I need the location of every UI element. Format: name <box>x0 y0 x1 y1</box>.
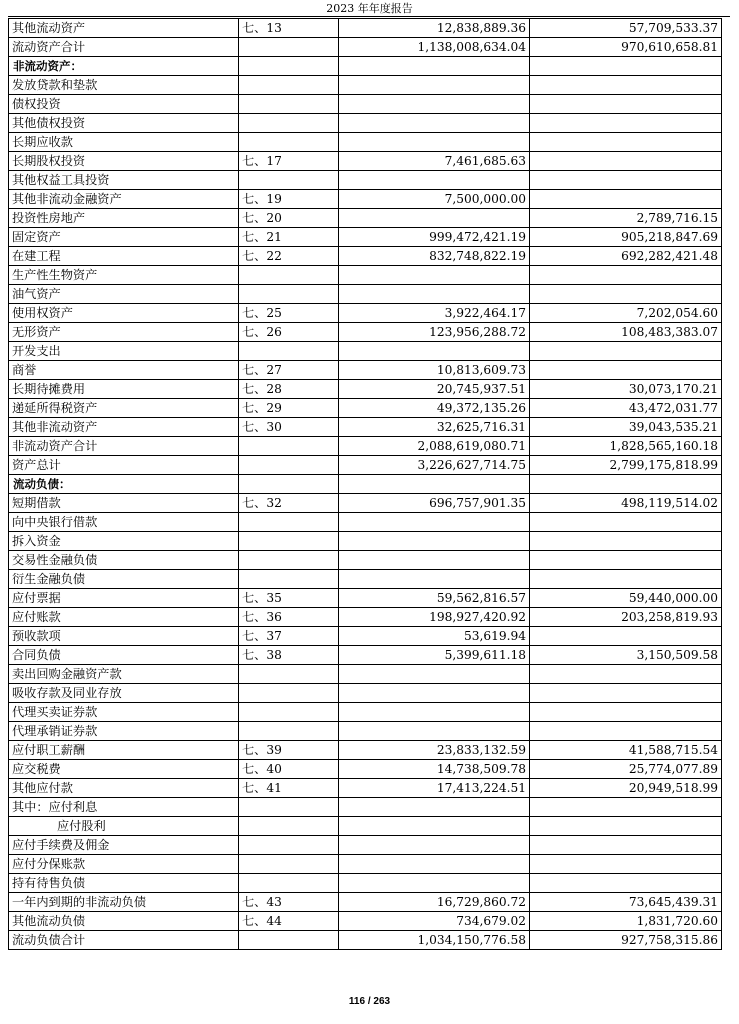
row-note-ref <box>239 475 339 494</box>
row-item-name: 衍生金融负债 <box>9 570 239 589</box>
table-row <box>9 779 722 798</box>
row-current-period-value: 832,748,822.19 <box>339 247 530 266</box>
row-current-period-value: 734,679.02 <box>339 912 530 931</box>
table-row <box>9 836 722 855</box>
row-note-ref: 七、20 <box>239 209 339 228</box>
row-current-period-value: 7,461,685.63 <box>339 152 530 171</box>
row-current-period-value <box>339 57 530 76</box>
row-prior-period-value <box>530 722 722 741</box>
row-current-period-value <box>339 475 530 494</box>
row-note-ref: 七、36 <box>239 608 339 627</box>
row-note-ref <box>239 836 339 855</box>
row-current-period-value: 49,372,135.26 <box>339 399 530 418</box>
row-prior-period-value <box>530 152 722 171</box>
table-row <box>9 399 722 418</box>
table-row <box>9 323 722 342</box>
row-item-name: 应付股利 <box>9 817 239 836</box>
table-row <box>9 931 722 950</box>
row-item-name: 非流动资产合计 <box>9 437 239 456</box>
row-note-ref <box>239 456 339 475</box>
row-note-ref: 七、30 <box>239 418 339 437</box>
row-current-period-value: 696,757,901.35 <box>339 494 530 513</box>
row-current-period-value <box>339 684 530 703</box>
row-item-name: 一年内到期的非流动负债 <box>9 893 239 912</box>
row-note-ref: 七、28 <box>239 380 339 399</box>
row-note-ref: 七、29 <box>239 399 339 418</box>
row-item-name: 非流动资产： <box>9 57 239 76</box>
row-current-period-value: 23,833,132.59 <box>339 741 530 760</box>
row-prior-period-value <box>530 684 722 703</box>
row-item-name: 债权投资 <box>9 95 239 114</box>
table-row <box>9 741 722 760</box>
row-item-name: 向中央银行借款 <box>9 513 239 532</box>
row-item-name: 应付职工薪酬 <box>9 741 239 760</box>
row-prior-period-value: 2,799,175,818.99 <box>530 456 722 475</box>
row-item-name: 其中：应付利息 <box>9 798 239 817</box>
table-row <box>9 760 722 779</box>
balance-sheet-body <box>9 19 722 950</box>
table-row <box>9 722 722 741</box>
row-note-ref <box>239 532 339 551</box>
row-current-period-value <box>339 703 530 722</box>
row-current-period-value <box>339 817 530 836</box>
row-item-name: 商誉 <box>9 361 239 380</box>
table-row <box>9 190 722 209</box>
row-current-period-value: 53,619.94 <box>339 627 530 646</box>
row-prior-period-value: 7,202,054.60 <box>530 304 722 323</box>
row-current-period-value: 59,562,816.57 <box>339 589 530 608</box>
row-note-ref: 七、13 <box>239 19 339 38</box>
table-row <box>9 684 722 703</box>
row-current-period-value <box>339 665 530 684</box>
row-note-ref: 七、32 <box>239 494 339 513</box>
row-prior-period-value <box>530 665 722 684</box>
row-prior-period-value: 59,440,000.00 <box>530 589 722 608</box>
row-item-name: 应付账款 <box>9 608 239 627</box>
table-row <box>9 152 722 171</box>
row-item-name: 持有待售负债 <box>9 874 239 893</box>
table-row <box>9 209 722 228</box>
table-row <box>9 95 722 114</box>
row-current-period-value <box>339 285 530 304</box>
row-current-period-value <box>339 342 530 361</box>
row-current-period-value: 20,745,937.51 <box>339 380 530 399</box>
page-number: 116 / 263 <box>348 996 391 1007</box>
row-note-ref: 七、26 <box>239 323 339 342</box>
row-current-period-value: 3,226,627,714.75 <box>339 456 530 475</box>
row-item-name: 其他流动负债 <box>9 912 239 931</box>
row-item-name: 资产总计 <box>9 456 239 475</box>
row-prior-period-value <box>530 798 722 817</box>
row-note-ref: 七、38 <box>239 646 339 665</box>
row-current-period-value: 5,399,611.18 <box>339 646 530 665</box>
table-row <box>9 57 722 76</box>
row-prior-period-value: 970,610,658.81 <box>530 38 722 57</box>
row-prior-period-value: 498,119,514.02 <box>530 494 722 513</box>
row-note-ref: 七、35 <box>239 589 339 608</box>
row-note-ref <box>239 171 339 190</box>
row-current-period-value: 999,472,421.19 <box>339 228 530 247</box>
row-prior-period-value: 1,831,720.60 <box>530 912 722 931</box>
row-item-name: 开发支出 <box>9 342 239 361</box>
row-item-name: 合同负债 <box>9 646 239 665</box>
row-prior-period-value <box>530 266 722 285</box>
row-note-ref <box>239 76 339 95</box>
row-prior-period-value <box>530 171 722 190</box>
table-row <box>9 285 722 304</box>
table-row <box>9 418 722 437</box>
row-item-name: 固定资产 <box>9 228 239 247</box>
table-row <box>9 133 722 152</box>
row-current-period-value <box>339 570 530 589</box>
table-row <box>9 171 722 190</box>
row-note-ref <box>239 266 339 285</box>
row-current-period-value <box>339 133 530 152</box>
row-item-name: 流动负债： <box>9 475 239 494</box>
row-item-name: 长期股权投资 <box>9 152 239 171</box>
table-row <box>9 494 722 513</box>
row-prior-period-value <box>530 532 722 551</box>
row-prior-period-value: 73,645,439.31 <box>530 893 722 912</box>
row-note-ref: 七、25 <box>239 304 339 323</box>
report-header-title: 2023 年年度报告 <box>326 2 413 15</box>
row-prior-period-value <box>530 95 722 114</box>
table-row <box>9 456 722 475</box>
row-item-name: 应付手续费及佣金 <box>9 836 239 855</box>
row-current-period-value <box>339 95 530 114</box>
row-note-ref: 七、37 <box>239 627 339 646</box>
row-prior-period-value: 20,949,518.99 <box>530 779 722 798</box>
row-current-period-value: 32,625,716.31 <box>339 418 530 437</box>
row-current-period-value <box>339 836 530 855</box>
row-prior-period-value: 108,483,383.07 <box>530 323 722 342</box>
row-note-ref <box>239 551 339 570</box>
row-current-period-value: 14,738,509.78 <box>339 760 530 779</box>
row-prior-period-value <box>530 513 722 532</box>
row-item-name: 其他流动资产 <box>9 19 239 38</box>
row-note-ref <box>239 570 339 589</box>
row-prior-period-value <box>530 114 722 133</box>
row-note-ref <box>239 798 339 817</box>
row-note-ref: 七、22 <box>239 247 339 266</box>
row-prior-period-value: 203,258,819.93 <box>530 608 722 627</box>
row-prior-period-value <box>530 285 722 304</box>
row-prior-period-value <box>530 855 722 874</box>
row-item-name: 其他应付款 <box>9 779 239 798</box>
table-row <box>9 114 722 133</box>
row-prior-period-value <box>530 475 722 494</box>
row-prior-period-value: 692,282,421.48 <box>530 247 722 266</box>
row-prior-period-value <box>530 190 722 209</box>
table-row <box>9 513 722 532</box>
row-note-ref: 七、41 <box>239 779 339 798</box>
row-current-period-value <box>339 798 530 817</box>
row-note-ref <box>239 342 339 361</box>
row-item-name: 生产性生物资产 <box>9 266 239 285</box>
table-row <box>9 228 722 247</box>
row-item-name: 预收款项 <box>9 627 239 646</box>
row-item-name: 长期待摊费用 <box>9 380 239 399</box>
row-current-period-value: 123,956,288.72 <box>339 323 530 342</box>
row-prior-period-value: 57,709,533.37 <box>530 19 722 38</box>
table-row <box>9 589 722 608</box>
table-row <box>9 703 722 722</box>
row-current-period-value <box>339 513 530 532</box>
row-prior-period-value: 1,828,565,160.18 <box>530 437 722 456</box>
row-item-name: 其他债权投资 <box>9 114 239 133</box>
row-current-period-value <box>339 532 530 551</box>
row-note-ref: 七、21 <box>239 228 339 247</box>
row-note-ref: 七、17 <box>239 152 339 171</box>
row-current-period-value: 3,922,464.17 <box>339 304 530 323</box>
row-note-ref <box>239 817 339 836</box>
table-row <box>9 532 722 551</box>
row-item-name: 其他非流动资产 <box>9 418 239 437</box>
row-item-name: 应付票据 <box>9 589 239 608</box>
table-row <box>9 304 722 323</box>
table-row <box>9 38 722 57</box>
row-prior-period-value: 2,789,716.15 <box>530 209 722 228</box>
row-current-period-value: 198,927,420.92 <box>339 608 530 627</box>
row-note-ref <box>239 874 339 893</box>
row-item-name: 长期应收款 <box>9 133 239 152</box>
row-prior-period-value <box>530 836 722 855</box>
table-row <box>9 551 722 570</box>
row-current-period-value: 10,813,609.73 <box>339 361 530 380</box>
row-current-period-value <box>339 551 530 570</box>
row-note-ref <box>239 684 339 703</box>
row-item-name: 油气资产 <box>9 285 239 304</box>
row-prior-period-value: 25,774,077.89 <box>530 760 722 779</box>
row-item-name: 流动资产合计 <box>9 38 239 57</box>
row-current-period-value <box>339 874 530 893</box>
row-note-ref <box>239 114 339 133</box>
row-prior-period-value <box>530 874 722 893</box>
row-current-period-value: 12,838,889.36 <box>339 19 530 38</box>
table-row <box>9 266 722 285</box>
row-item-name: 交易性金融负债 <box>9 551 239 570</box>
row-note-ref <box>239 57 339 76</box>
row-prior-period-value <box>530 551 722 570</box>
row-current-period-value: 16,729,860.72 <box>339 893 530 912</box>
table-row <box>9 570 722 589</box>
row-item-name: 代理买卖证券款 <box>9 703 239 722</box>
row-item-name: 使用权资产 <box>9 304 239 323</box>
row-prior-period-value: 39,043,535.21 <box>530 418 722 437</box>
row-item-name: 卖出回购金融资产款 <box>9 665 239 684</box>
row-item-name: 应付分保账款 <box>9 855 239 874</box>
row-note-ref <box>239 133 339 152</box>
row-current-period-value <box>339 266 530 285</box>
row-note-ref <box>239 931 339 950</box>
table-row <box>9 342 722 361</box>
row-item-name: 流动负债合计 <box>9 931 239 950</box>
row-note-ref: 七、43 <box>239 893 339 912</box>
row-prior-period-value <box>530 133 722 152</box>
table-row <box>9 665 722 684</box>
row-note-ref <box>239 722 339 741</box>
table-row <box>9 608 722 627</box>
row-current-period-value: 1,138,008,634.04 <box>339 38 530 57</box>
row-item-name: 拆入资金 <box>9 532 239 551</box>
row-note-ref <box>239 95 339 114</box>
row-note-ref <box>239 703 339 722</box>
row-item-name: 应交税费 <box>9 760 239 779</box>
row-note-ref <box>239 285 339 304</box>
table-row <box>9 912 722 931</box>
table-row <box>9 798 722 817</box>
row-prior-period-value <box>530 703 722 722</box>
row-note-ref <box>239 437 339 456</box>
row-prior-period-value: 43,472,031.77 <box>530 399 722 418</box>
row-item-name: 其他权益工具投资 <box>9 171 239 190</box>
table-row <box>9 19 722 38</box>
table-row <box>9 361 722 380</box>
row-current-period-value <box>339 855 530 874</box>
row-current-period-value: 17,413,224.51 <box>339 779 530 798</box>
row-prior-period-value <box>530 570 722 589</box>
table-row <box>9 627 722 646</box>
row-note-ref: 七、40 <box>239 760 339 779</box>
row-item-name: 无形资产 <box>9 323 239 342</box>
row-prior-period-value <box>530 342 722 361</box>
table-row <box>9 380 722 399</box>
row-note-ref <box>239 665 339 684</box>
row-item-name: 其他非流动金融资产 <box>9 190 239 209</box>
table-row <box>9 247 722 266</box>
row-current-period-value <box>339 209 530 228</box>
table-row <box>9 874 722 893</box>
header-divider <box>8 16 730 17</box>
table-row <box>9 76 722 95</box>
row-item-name: 发放贷款和垫款 <box>9 76 239 95</box>
row-prior-period-value: 30,073,170.21 <box>530 380 722 399</box>
row-current-period-value: 7,500,000.00 <box>339 190 530 209</box>
row-prior-period-value <box>530 361 722 380</box>
row-current-period-value: 2,088,619,080.71 <box>339 437 530 456</box>
row-item-name: 短期借款 <box>9 494 239 513</box>
table-row <box>9 646 722 665</box>
row-note-ref: 七、27 <box>239 361 339 380</box>
row-current-period-value <box>339 76 530 95</box>
table-row <box>9 893 722 912</box>
row-prior-period-value <box>530 57 722 76</box>
row-prior-period-value: 41,588,715.54 <box>530 741 722 760</box>
row-note-ref <box>239 38 339 57</box>
table-row <box>9 437 722 456</box>
row-note-ref <box>239 513 339 532</box>
table-row <box>9 475 722 494</box>
row-item-name: 递延所得税资产 <box>9 399 239 418</box>
row-prior-period-value <box>530 817 722 836</box>
row-prior-period-value: 3,150,509.58 <box>530 646 722 665</box>
balance-sheet-table <box>8 18 722 950</box>
row-note-ref: 七、39 <box>239 741 339 760</box>
row-prior-period-value <box>530 627 722 646</box>
row-current-period-value <box>339 722 530 741</box>
row-prior-period-value: 927,758,315.86 <box>530 931 722 950</box>
row-item-name: 吸收存款及同业存放 <box>9 684 239 703</box>
row-prior-period-value: 905,218,847.69 <box>530 228 722 247</box>
row-item-name: 代理承销证券款 <box>9 722 239 741</box>
row-note-ref <box>239 855 339 874</box>
row-current-period-value: 1,034,150,776.58 <box>339 931 530 950</box>
table-row <box>9 855 722 874</box>
row-item-name: 在建工程 <box>9 247 239 266</box>
row-note-ref: 七、44 <box>239 912 339 931</box>
row-prior-period-value <box>530 76 722 95</box>
row-item-name: 投资性房地产 <box>9 209 239 228</box>
table-row <box>9 817 722 836</box>
row-current-period-value <box>339 114 530 133</box>
row-current-period-value <box>339 171 530 190</box>
row-note-ref: 七、19 <box>239 190 339 209</box>
